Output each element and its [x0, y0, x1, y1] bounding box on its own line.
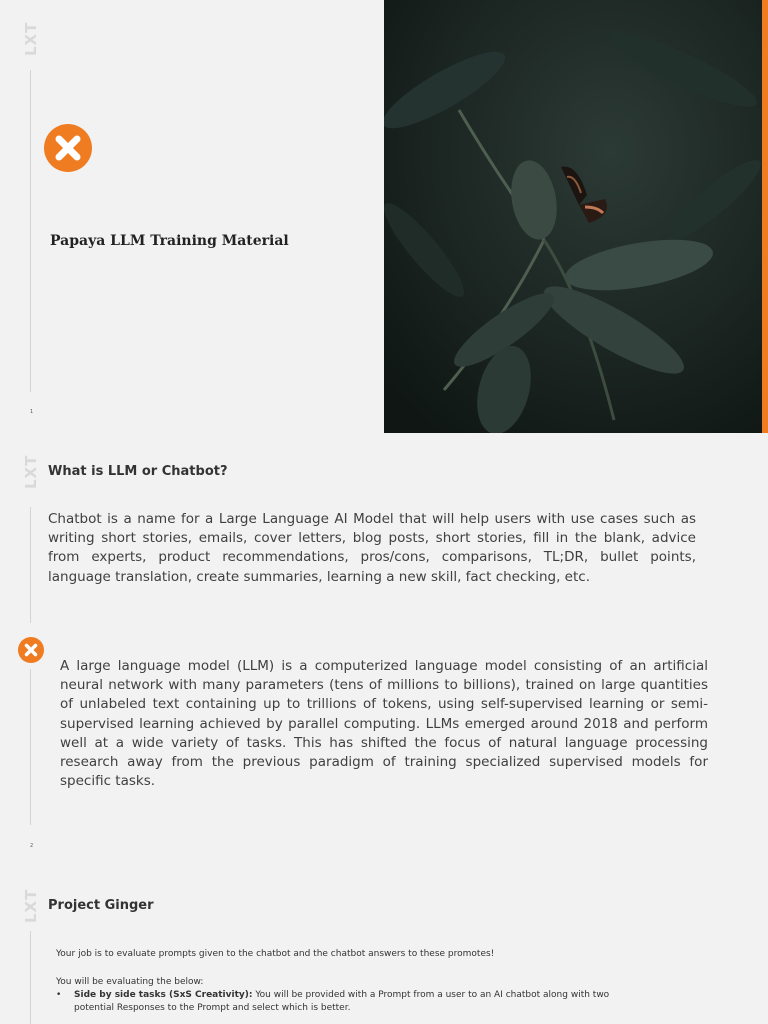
- page-rule: [30, 507, 31, 623]
- lxt-watermark: LXT: [22, 888, 40, 923]
- section-heading: What is LLM or Chatbot?: [48, 464, 228, 479]
- page-rule: [30, 70, 31, 392]
- lxt-watermark: LXT: [22, 454, 40, 489]
- document-title: Papaya LLM Training Material: [50, 233, 289, 249]
- page-rule: [30, 669, 31, 825]
- page-2: [0, 433, 768, 873]
- list-item-text: [74, 989, 614, 1015]
- section-heading: Project Ginger: [48, 898, 154, 913]
- lxt-watermark: LXT: [22, 21, 40, 56]
- intro-text: Your job is to evaluate prompts given to the chatbot and the chatbot answers to these promotes!: [56, 949, 495, 959]
- page-rule: [30, 931, 31, 1024]
- page-number: 1: [30, 409, 34, 415]
- list-intro-text: You will be evaluating the below:: [56, 977, 204, 987]
- chatbot-paragraph: Chatbot is a name for a Large Language AI Model that will help users with use cases such as writing short stories, emails, cover letters, blog posts, short stories, fill in the blank, advice from experts, product recommendations, pros/cons, comparisons, TL;DR, bullet points, language translation, create summaries, learning a new skill, fact checking, etc.: [48, 511, 696, 585]
- butterfly-photo: [384, 0, 762, 433]
- page-1: [0, 0, 768, 433]
- page-number: 2: [30, 843, 34, 849]
- brand-logo-icon: [18, 637, 44, 663]
- list-item-label: Side by side tasks (SxS Creativity):: [74, 990, 253, 1000]
- brand-logo-icon: [44, 124, 92, 172]
- list-item-description: You will be provided with a Prompt from a user to an AI chatbot along with two potential Responses to the Prompt and select which is better.: [74, 990, 610, 1013]
- bullet-marker: •: [56, 990, 62, 1000]
- llm-definition-paragraph: A large language model (LLM) is a computerized language model consisting of an artificial neural network with many parameters (tens of millions to billions), trained on large quantities of unlabeled text containing up to trillions of tokens, using self-supervised learning or semi-supervised learning achieved by parallel computing. LLMs emerged around 2018 and perform well at a wide variety of tasks. This has shifted the focus of natural language processing research away from the previous paradigm of training specialized supervised models for specific tasks.: [60, 658, 708, 790]
- accent-bar: [762, 0, 768, 433]
